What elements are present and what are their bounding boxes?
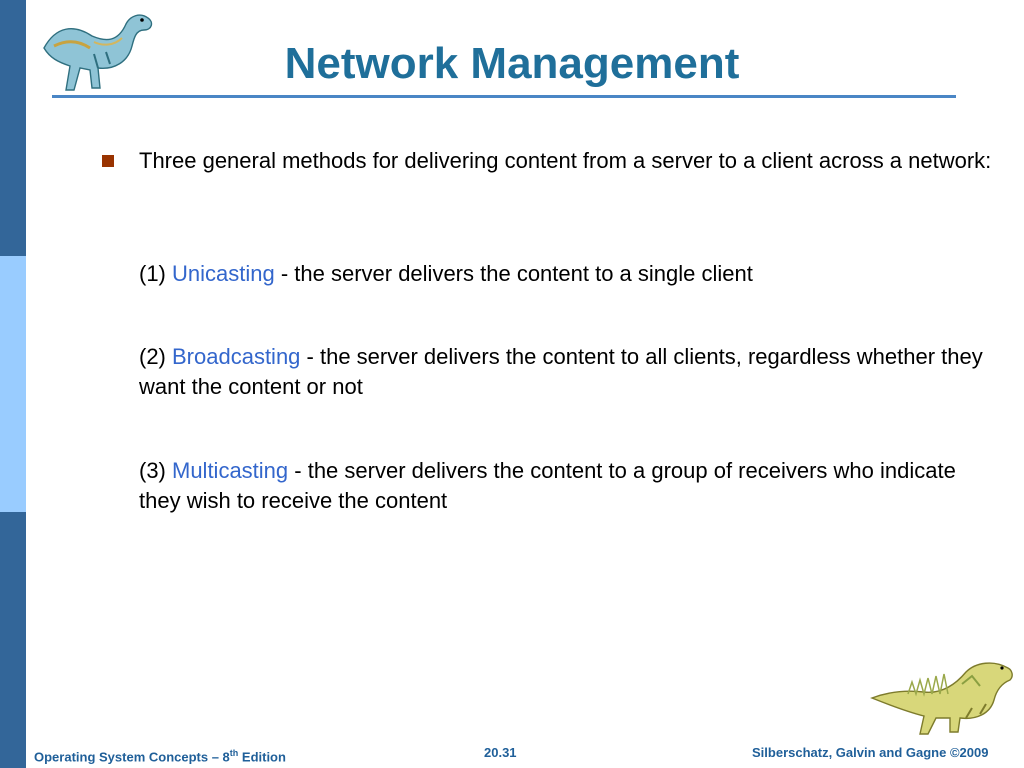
dinosaur-logo-icon (868, 656, 1018, 736)
method-description: - the server delivers the content to a single client (274, 261, 753, 286)
method-term: Broadcasting (172, 344, 301, 369)
method-description: - the server delivers the content to a group of receivers who indicate they wish to receive the content (139, 458, 956, 513)
square-bullet-icon (102, 155, 114, 167)
method-item-unicasting (139, 259, 999, 289)
method-term: Multicasting (172, 458, 289, 483)
title-divider (52, 95, 956, 98)
footer-course-title-main: Operating System Concepts – 8 (34, 749, 230, 765)
footer-course-title-suffix: Edition (238, 749, 286, 765)
method-term: Unicasting (172, 261, 275, 286)
page-title: Network Management (284, 39, 740, 88)
intro-text: Three general methods for delivering content from a server to a client across a network: (139, 148, 992, 173)
footer-copyright: Silberschatz, Galvin and Gagne ©2009 (752, 745, 989, 760)
method-number: (3) (139, 458, 172, 483)
method-description: - the server delivers the content to all clients, regardless whether they want the content or not (139, 344, 983, 399)
method-item-multicasting (139, 456, 999, 516)
method-number: (2) (139, 344, 172, 369)
method-number: (1) (139, 261, 172, 286)
left-accent-bar-highlight (0, 256, 26, 512)
footer-page-number: 20.31 (484, 745, 517, 760)
footer-course-title-superscript: th (229, 748, 239, 758)
footer-course-title (34, 745, 286, 765)
method-item-broadcasting (139, 342, 999, 402)
